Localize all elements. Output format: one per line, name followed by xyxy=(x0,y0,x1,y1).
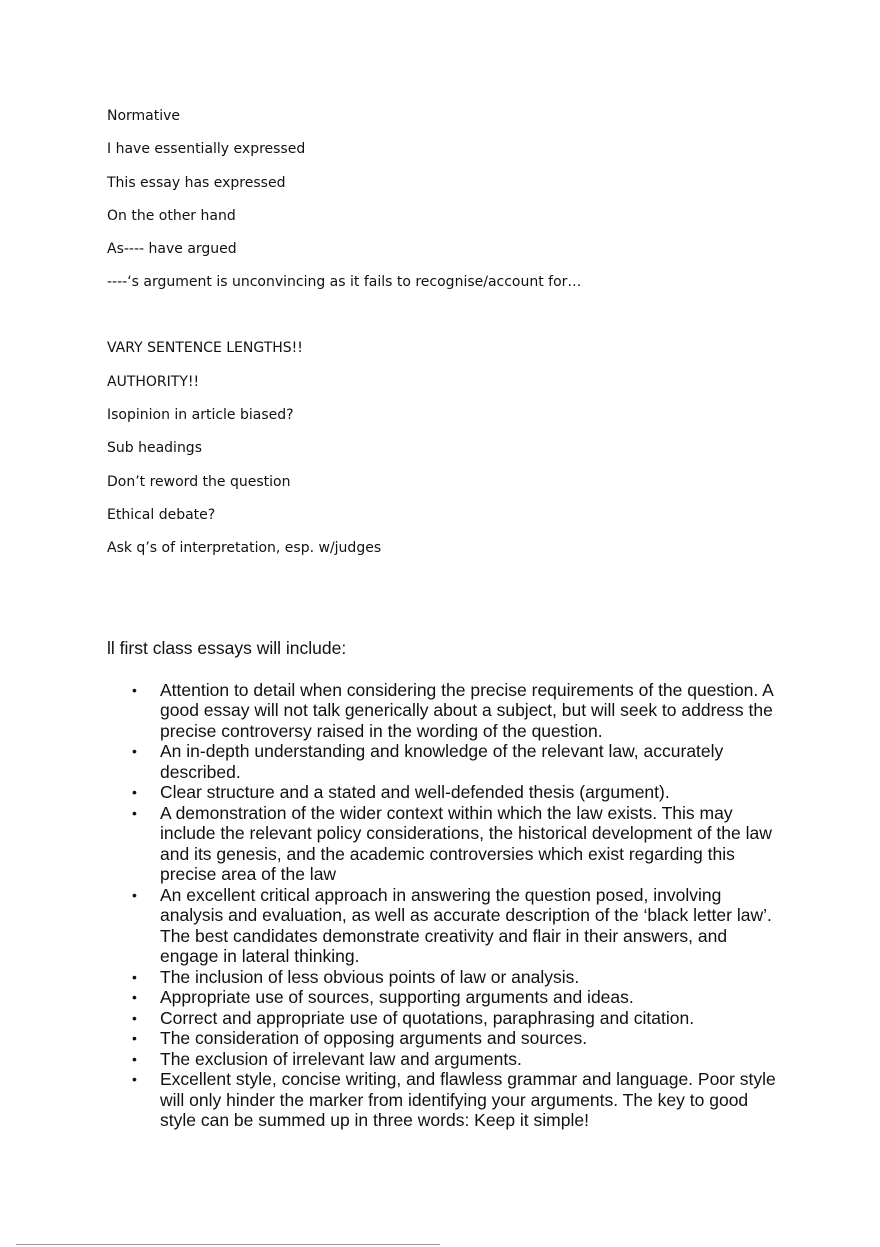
bullet-icon: • xyxy=(132,1009,137,1026)
essay-notes xyxy=(107,108,807,557)
footnote-separator xyxy=(16,1244,440,1245)
note-line: Don’t reword the question xyxy=(107,473,291,490)
list-item xyxy=(107,741,787,782)
list-item-text: An excellent critical approach in answering the question posed, involving analysis and evaluation, as well as accurate description of the ‘black letter law’. The best candidates demonstrate creativity and flair in their answers, and engage in lateral thinking. xyxy=(160,884,772,966)
list-item xyxy=(107,1028,787,1049)
note-line: Ethical debate? xyxy=(107,506,216,523)
criteria-heading: ll first class essays will include: xyxy=(107,638,347,658)
list-item xyxy=(107,1049,787,1070)
list-item-text: Attention to detail when considering the precise requirements of the question. A good essay will not talk generically about a subject, but will seek to address the precise controversy raised in the wording of the question. xyxy=(160,679,773,741)
list-item-text: The inclusion of less obvious points of law or analysis. xyxy=(160,966,580,987)
list-item xyxy=(107,680,787,742)
bullet-icon: • xyxy=(132,1071,137,1087)
note-line: VARY SENTENCE LENGTHS!! xyxy=(107,340,303,357)
list-item xyxy=(107,987,787,1008)
list-item-text: A demonstration of the wider context within which the law exists. This may include the relevant policy considerations, the historical development of the law and its genesis, and the academic controversies which exist regarding this precise area of the law xyxy=(160,802,772,884)
list-item-text: Excellent style, concise writing, and flawless grammar and language. Poor style will only hinder the marker from identifying your arguments. The key to good style can be summed up in three words: Keep it simple! xyxy=(160,1069,776,1130)
bullet-icon: • xyxy=(132,1050,137,1067)
list-item xyxy=(107,803,787,885)
list-item xyxy=(107,967,787,988)
list-item xyxy=(107,1008,787,1029)
bullet-icon: • xyxy=(132,804,137,821)
list-item-text: Clear structure and a stated and well-defended thesis (argument). xyxy=(160,782,670,802)
note-line: Ask q’s of interpretation, esp. w/judges xyxy=(107,540,382,557)
bullet-icon: • xyxy=(132,743,137,759)
list-item-text: Correct and appropriate use of quotations, paraphrasing and citation. xyxy=(160,1007,695,1028)
bullet-icon: • xyxy=(132,681,137,698)
note-line: Normative xyxy=(107,108,181,124)
note-line: Sub headings xyxy=(107,440,202,457)
bullet-icon: • xyxy=(132,1030,137,1046)
note-line: Isopinion in article biased? xyxy=(107,407,294,424)
note-line: I have essentially expressed xyxy=(107,141,306,158)
list-item xyxy=(107,782,787,803)
list-item-text: The consideration of opposing arguments and sources. xyxy=(160,1028,588,1048)
list-item-text: The exclusion of irrelevant law and arguments. xyxy=(160,1048,522,1069)
note-line: As---- have argued xyxy=(107,241,237,258)
criteria-list xyxy=(107,680,787,1131)
note-line: ----‘s argument is unconvincing as it fails to recognise/account for… xyxy=(107,274,582,291)
list-item xyxy=(107,885,787,967)
list-item-text: Appropriate use of sources, supporting arguments and ideas. xyxy=(160,987,634,1007)
note-line: AUTHORITY!! xyxy=(107,373,200,390)
bullet-icon: • xyxy=(132,968,137,985)
note-line: This essay has expressed xyxy=(107,174,286,191)
note-line: On the other hand xyxy=(107,207,236,224)
first-class-criteria xyxy=(107,638,787,1131)
bullet-icon: • xyxy=(132,784,137,800)
bullet-icon: • xyxy=(132,989,137,1005)
bullet-icon: • xyxy=(132,886,137,903)
list-item xyxy=(107,1069,787,1131)
list-item-text: An in-depth understanding and knowledge of the relevant law, accurately described. xyxy=(160,741,724,782)
